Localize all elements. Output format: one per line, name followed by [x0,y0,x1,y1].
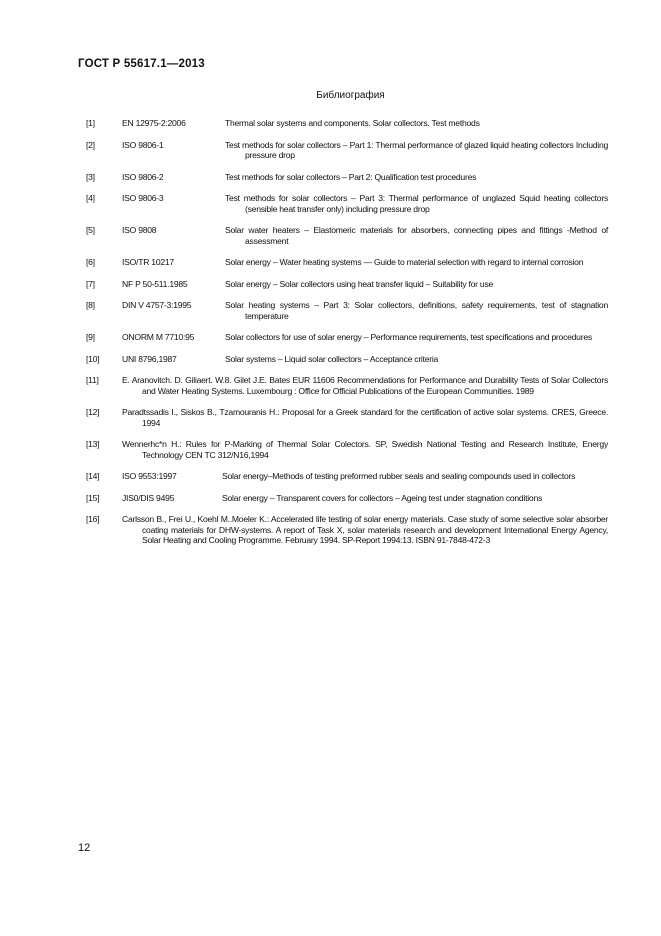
bibliography-entry [86,354,608,365]
entry-number: [10] [86,353,100,364]
entry-title: Solar energy – Solar collectors using heat transfer liquid – Suitability for use [225,278,494,289]
entry-standard: ISO 9553:1997 [122,471,177,481]
page-number: 12 [78,842,91,854]
entry-title: Solar energy–Methods of testing preformed rubber seals and sealing compounds used in collectors [222,471,576,481]
entry-title: Test methods for solar collectors – Part 1: Thermal performance of glazed liquid heating collectors Including pressure drop [225,139,608,160]
document-code-header: ГОСТ Р 55617.1—2013 [78,58,205,70]
entry-text: Carlsson B., Frei U., Koehl M..Moeler K.: Accelerated life testing of solar energy materials. Case study of some selective solar absorber coating materials for DHW-systems. A report of Task X, solar materials research and development International Energy Agency, Solar Heating and Cooling Programme. February 1994. SP-Report 1994:13. ISBN 91-7848-472-3 [122,514,608,545]
entry-number: [7] [86,278,95,289]
entry-title: Thermal solar systems and components. Solar collectors. Test methods [225,118,480,128]
entry-title: Solar water heaters – Elastomeric materials for absorbers, connecting pipes and fittings -Method of assessment [225,225,608,246]
entry-title: Test methods for solar collectors – Part 3: Thermal performance of unglazed Squid heating collectors (sensible heat transfer only) including pressure drop [225,193,608,214]
entry-number: [1] [86,118,95,128]
entry-number: [5] [86,225,95,235]
bibliography-entry [86,407,608,428]
entry-number: [3] [86,171,95,182]
entry-title: Test methods for solar collectors – Part 2: Qualification test procedures [225,171,477,182]
entry-standard: ISO/TR 10217 [122,257,174,267]
entry-text: Wennerhc*n H.: Rules for P-Marking of Thermal Solar Colectors. SP, Swedish National Testing and Research Institute, Energy Technology CEN TC 312/N16,1994 [122,439,608,460]
entry-number: [9] [86,332,95,342]
bibliography-entry [86,279,608,290]
entry-text: Paradtssadis I., Siskos B., Tzamouranis H.: Proposal for a Greek standard for the certification of active solar systems. CRES, Greece. 1994 [122,407,608,428]
entry-standard: ONORM M 7710:95 [122,332,195,342]
bibliography-entry [86,193,608,214]
bibliography-entry [86,172,608,183]
entry-number: [4] [86,193,95,203]
entry-number: [15] [86,492,100,503]
entry-number: [6] [86,257,95,267]
entry-standard: ISO 9806-3 [122,193,164,203]
bibliography-entry [86,471,608,482]
bibliography-entry [86,439,608,460]
bibliography-entry [86,493,608,504]
bibliography-list [86,118,608,546]
entry-number: [12] [86,407,100,417]
bibliography-entry [86,118,608,129]
bibliography-entry [86,225,608,246]
bibliography-entry [86,300,608,321]
bibliography-entry [86,514,608,546]
entry-number: [8] [86,300,95,310]
entry-standard: JIS0/DIS 9495 [122,492,175,503]
entry-title: Solar heating systems – Part 3: Solar collectors, definitions, safety requirements, test of stagnation temperature [225,300,608,321]
entry-standard: EN 12975-2:2006 [122,118,186,128]
entry-title: Solar energy – Transparent covers for collectors – Ageing test under stagnation conditions [222,492,543,503]
entry-title: Solar collectors for use of solar energy – Performance requirements, test specifications and procedures [225,332,592,342]
entry-standard: ISO 9808 [122,225,157,235]
entry-standard: ISO 9806-1 [122,139,164,150]
entry-standard: NF P 50-511.1985 [122,278,188,289]
bibliography-entry [86,332,608,343]
entry-title: Solar energy – Water heating systems — Guide to material selection with regard to internal corrosion [225,257,584,267]
entry-title: Solar systems – Liquid solar collectors – Acceptance criteria [225,353,439,364]
entry-text: E. Aranovitch. D. Giliaert. W.8. Gilet J.E. Bates EUR 11606 Recommendations for Performance and Durability Tests of Solar Collectors and Water Heating Systems. Luxembourg : Office for Official Publications of the European Communities. 1989 [122,375,608,396]
entry-number: [11] [86,375,99,385]
bibliography-entry [86,257,608,268]
entry-number: [16] [86,514,100,524]
entry-number: [2] [86,139,95,150]
entry-standard: ISO 9806-2 [122,171,164,182]
entry-standard: DIN V 4757-3:1995 [122,300,192,310]
bibliography-title: Библиография [316,90,385,101]
entry-standard: UNI 8796,1987 [122,353,177,364]
entry-number: [13] [86,439,100,449]
entry-number: [14] [86,471,100,481]
bibliography-entry [86,140,608,161]
bibliography-entry [86,375,608,396]
